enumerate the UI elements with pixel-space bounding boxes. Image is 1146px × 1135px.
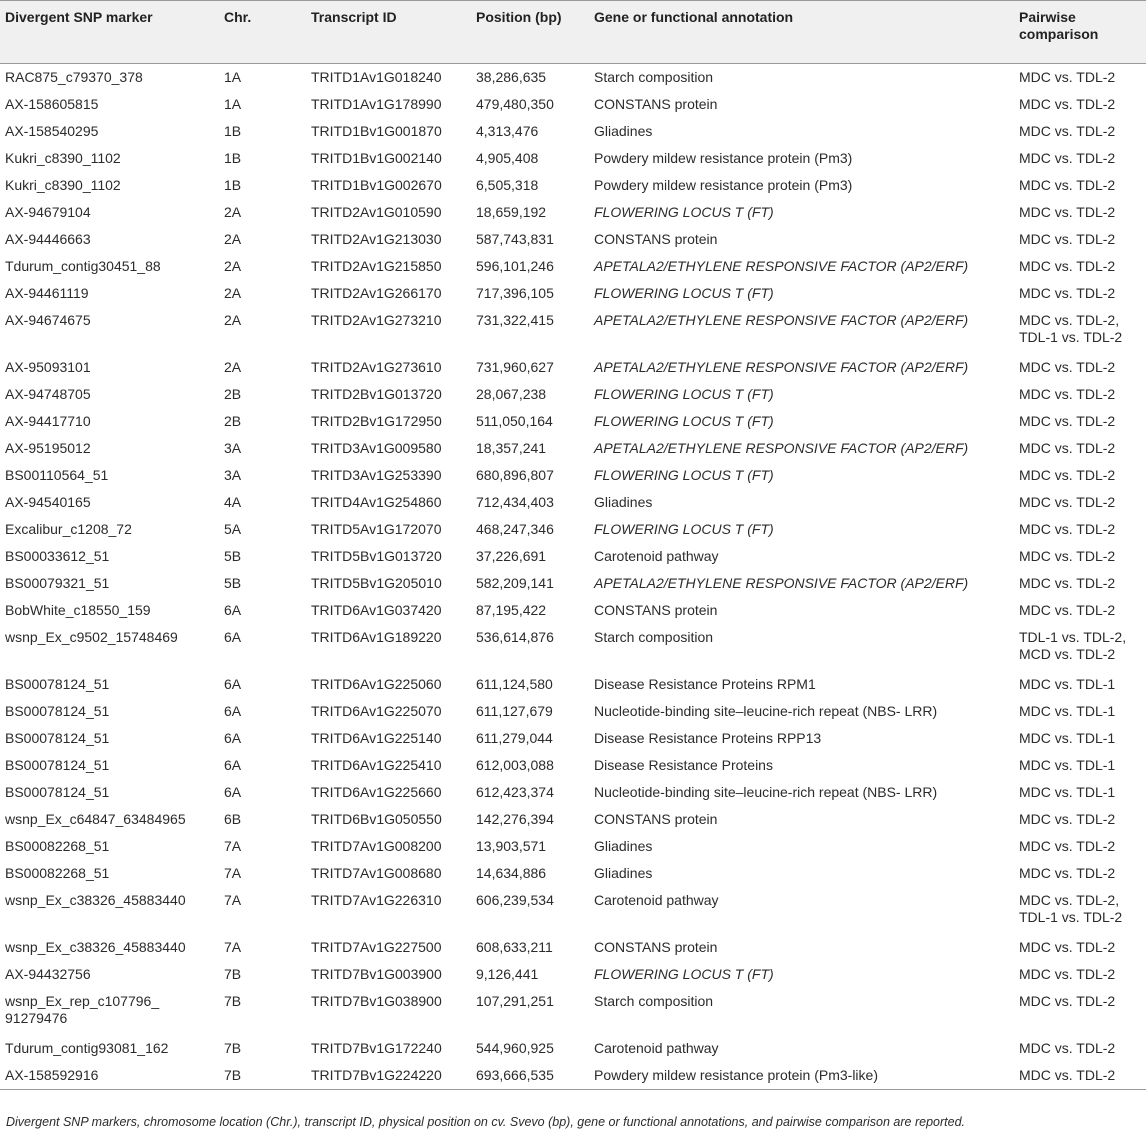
cell-transcript: TRITD2Av1G273610 (311, 359, 442, 375)
cell-transcript: TRITD3Av1G009580 (311, 440, 442, 456)
cell-annotation: Carotenoid pathway (594, 892, 719, 908)
cell-chr: 1A (224, 69, 242, 85)
cell-comparison: MDC vs. TDL-1 (1019, 784, 1116, 800)
cell-chr: 7B (224, 1040, 242, 1056)
cell-marker: BS00078124_51 (5, 703, 110, 719)
cell-annotation: FLOWERING LOCUS T (FT) (594, 966, 774, 982)
cell-comparison: MDC vs. TDL-2 (1019, 838, 1116, 854)
cell-chr: 1B (224, 177, 242, 193)
cell-chr: 6B (224, 811, 242, 827)
cell-marker: wsnp_Ex_c38326_45883440 (5, 939, 186, 955)
cell-annotation: FLOWERING LOCUS T (FT) (594, 521, 774, 537)
cell-position: 611,124,580 (476, 676, 553, 692)
cell-marker: AX-158605815 (5, 96, 99, 112)
table-row (0, 172, 1146, 199)
cell-chr: 2A (224, 204, 242, 220)
table-row (0, 860, 1146, 887)
cell-transcript: TRITD7Av1G008200 (311, 838, 442, 854)
cell-transcript: TRITD7Av1G226310 (311, 892, 442, 908)
cell-marker: AX-158592916 (0, 1062, 219, 1090)
header-marker: Divergent SNP marker (0, 1, 219, 64)
cell-chr: 2B (224, 386, 242, 402)
cell-comparison: MDC vs. TDL-2 (1019, 386, 1116, 402)
cell-annotation: Carotenoid pathway (594, 548, 719, 564)
cell-chr: 6A (224, 629, 242, 645)
cell-position: 14,634,886 (476, 865, 547, 881)
table-row (0, 752, 1146, 779)
cell-transcript: TRITD1Bv1G001870 (311, 123, 442, 139)
cell-position: 38,286,635 (476, 69, 547, 85)
table-row (0, 435, 1146, 462)
cell-comparison: MDC vs. TDL-1 (1019, 757, 1116, 773)
cell-transcript: TRITD6Av1G225070 (311, 703, 442, 719)
cell-marker: wsnp_Ex_c38326_45883440 (5, 892, 186, 908)
cell-marker: Kukri_c8390_1102 (5, 177, 121, 193)
cell-annotation: Disease Resistance Proteins RPM1 (594, 676, 816, 692)
cell-comparison: MDC vs. TDL-2 (1019, 575, 1116, 591)
cell-annotation: Disease Resistance Proteins (594, 757, 773, 773)
cell-comparison: MDC vs. TDL-2 (1019, 123, 1116, 139)
cell-annotation: APETALA2/ETHYLENE RESPONSIVE FACTOR (AP2/ERF) (594, 359, 969, 375)
cell-transcript: TRITD2Bv1G013720 (311, 386, 442, 402)
cell-annotation: APETALA2/ETHYLENE RESPONSIVE FACTOR (AP2/ERF) (594, 440, 969, 456)
cell-marker: AX-94679104 (5, 204, 91, 220)
cell-chr: 1B (224, 150, 242, 166)
cell-position: 18,357,241 (476, 440, 547, 456)
table-row (0, 671, 1146, 698)
table-row (0, 570, 1146, 597)
cell-position: 544,960,925 (476, 1040, 554, 1056)
header-position: Position (bp) (471, 1, 589, 64)
cell-marker: wsnp_Ex_rep_c107796_ 91279476 (5, 993, 160, 1026)
cell-chr: 2A (224, 231, 242, 247)
cell-chr: 7A (224, 838, 242, 854)
cell-transcript: TRITD7Bv1G003900 (311, 966, 442, 982)
cell-chr: 3A (224, 440, 242, 456)
cell-comparison: MDC vs. TDL-2 (1019, 177, 1116, 193)
cell-chr: 1B (224, 123, 242, 139)
cell-annotation: FLOWERING LOCUS T (FT) (594, 467, 774, 483)
cell-transcript: TRITD2Av1G213030 (311, 231, 442, 247)
cell-marker: Tdurum_contig30451_88 (5, 258, 161, 274)
header-transcript: Transcript ID (306, 1, 471, 64)
cell-chr: 5A (224, 521, 242, 537)
table-row (0, 307, 1146, 354)
cell-marker: wsnp_Ex_c64847_63484965 (5, 811, 186, 827)
table-row (0, 408, 1146, 435)
cell-comparison: MDC vs. TDL-2 (1019, 96, 1116, 112)
cell-chr: 7B (224, 966, 242, 982)
cell-marker: BS00110564_51 (5, 467, 109, 483)
cell-comparison: MDC vs. TDL-1 (1019, 676, 1116, 692)
cell-chr: 2B (224, 413, 242, 429)
cell-chr: 7B (224, 993, 242, 1009)
cell-comparison: MDC vs. TDL-2 (1019, 494, 1116, 510)
cell-marker: BS00078124_51 (5, 757, 110, 773)
table-row (0, 624, 1146, 671)
cell-chr: 6A (224, 784, 242, 800)
cell-transcript: TRITD3Av1G253390 (311, 467, 442, 483)
cell-transcript: TRITD1Av1G018240 (311, 69, 442, 85)
cell-transcript: TRITD6Av1G225410 (311, 757, 442, 773)
cell-marker: AX-94461119 (5, 285, 89, 301)
cell-annotation: Starch composition (594, 629, 714, 645)
cell-position: 587,743,831 (476, 231, 554, 247)
cell-chr: 5B (224, 548, 242, 564)
cell-chr: 7A (224, 939, 242, 955)
table-row (0, 64, 1146, 92)
cell-comparison: MDC vs. TDL-2 (1019, 69, 1116, 85)
cell-marker: AX-95093101 (5, 359, 91, 375)
cell-chr: 4A (224, 494, 242, 510)
header-comparison: Pairwise comparison (1014, 1, 1146, 64)
cell-chr: 2A (224, 285, 242, 301)
cell-position: 582,209,141 (476, 575, 554, 591)
cell-comparison: MDC vs. TDL-2 (1014, 1062, 1146, 1090)
cell-chr: 6A (224, 703, 242, 719)
cell-transcript: TRITD2Av1G273210 (311, 312, 442, 328)
cell-transcript: TRITD5Av1G172070 (311, 521, 442, 537)
cell-position: 13,903,571 (476, 838, 547, 854)
cell-annotation: FLOWERING LOCUS T (FT) (594, 204, 774, 220)
cell-annotation: Nucleotide-binding site–leucine-rich repeat (NBS- LRR) (594, 784, 938, 800)
cell-marker: Tdurum_contig93081_162 (5, 1040, 169, 1056)
cell-comparison: MDC vs. TDL-2 (1019, 359, 1116, 375)
cell-position: 142,276,394 (476, 811, 554, 827)
cell-marker: AX-95195012 (5, 440, 91, 456)
table-row (0, 1035, 1146, 1062)
cell-chr: 7A (224, 865, 242, 881)
cell-transcript: TRITD6Av1G037420 (311, 602, 442, 618)
cell-comparison: MDC vs. TDL-2, TDL-1 vs. TDL-2 (1019, 312, 1123, 345)
table-row (0, 887, 1146, 934)
cell-marker: BS00082268_51 (5, 865, 110, 881)
cell-marker: wsnp_Ex_c9502_15748469 (5, 629, 178, 645)
cell-position: 693,666,535 (471, 1062, 589, 1090)
table-header (0, 1, 1146, 64)
cell-annotation: Carotenoid pathway (594, 1040, 719, 1056)
cell-chr: 5B (224, 575, 242, 591)
cell-transcript: TRITD6Bv1G050550 (311, 811, 442, 827)
cell-transcript: TRITD5Bv1G205010 (311, 575, 442, 591)
cell-transcript: TRITD4Av1G254860 (311, 494, 442, 510)
table-row (0, 489, 1146, 516)
cell-annotation: FLOWERING LOCUS T (FT) (594, 386, 774, 402)
cell-annotation: CONSTANS protein (594, 96, 718, 112)
cell-transcript: TRITD5Bv1G013720 (311, 548, 442, 564)
cell-transcript: TRITD7Bv1G224220 (306, 1062, 471, 1090)
table-caption: Divergent SNP markers, chromosome location (Chr.), transcript ID, physical position on cv. Svevo (bp), gene or functional annotations, and pairwise comparison are reported. (6, 1115, 966, 1129)
cell-comparison: MDC vs. TDL-2 (1019, 865, 1116, 881)
cell-chr: 7B (219, 1062, 306, 1090)
cell-annotation: Powdery mildew resistance protein (Pm3) (594, 150, 853, 166)
cell-position: 612,423,374 (476, 784, 554, 800)
cell-marker: BobWhite_c18550_159 (5, 602, 151, 618)
cell-annotation: FLOWERING LOCUS T (FT) (594, 413, 774, 429)
cell-chr: 1A (224, 96, 242, 112)
cell-annotation: CONSTANS protein (594, 811, 718, 827)
cell-marker: AX-94540165 (5, 494, 91, 510)
cell-annotation: Nucleotide-binding site–leucine-rich repeat (NBS- LRR) (594, 703, 938, 719)
table-row (0, 516, 1146, 543)
cell-annotation: Disease Resistance Proteins RPP13 (594, 730, 822, 746)
cell-position: 608,633,211 (476, 939, 553, 955)
cell-annotation: Gliadines (594, 494, 653, 510)
cell-chr: 2A (224, 258, 242, 274)
table-row (0, 698, 1146, 725)
cell-marker: BS00079321_51 (5, 575, 110, 591)
cell-marker: AX-94417710 (5, 413, 91, 429)
cell-annotation: Powdery mildew resistance protein (Pm3-like) (589, 1062, 1014, 1090)
cell-marker: BS00078124_51 (5, 676, 110, 692)
table-row (0, 381, 1146, 408)
table-row (0, 806, 1146, 833)
cell-chr: 3A (224, 467, 242, 483)
table-row (0, 961, 1146, 988)
table-row (0, 280, 1146, 307)
cell-comparison: MDC vs. TDL-2 (1019, 440, 1116, 456)
table-row (0, 833, 1146, 860)
cell-transcript: TRITD1Av1G178990 (311, 96, 442, 112)
cell-comparison: MDC vs. TDL-2 (1019, 150, 1116, 166)
cell-annotation: APETALA2/ETHYLENE RESPONSIVE FACTOR (AP2/ERF) (594, 258, 969, 274)
cell-comparison: MDC vs. TDL-2 (1019, 1040, 1116, 1056)
cell-comparison: MDC vs. TDL-2 (1019, 521, 1116, 537)
cell-transcript: TRITD2Av1G215850 (311, 258, 442, 274)
cell-annotation: FLOWERING LOCUS T (FT) (594, 285, 774, 301)
table-row (0, 779, 1146, 806)
cell-transcript: TRITD2Av1G010590 (311, 204, 442, 220)
cell-transcript: TRITD1Bv1G002670 (311, 177, 442, 193)
cell-transcript: TRITD1Bv1G002140 (311, 150, 442, 166)
cell-marker: AX-94674675 (5, 312, 91, 328)
table-row (0, 543, 1146, 570)
table-row (0, 253, 1146, 280)
table-row (0, 145, 1146, 172)
table-row (0, 462, 1146, 489)
cell-position: 606,239,534 (476, 892, 554, 908)
cell-marker: AX-94748705 (5, 386, 91, 402)
cell-chr: 6A (224, 757, 242, 773)
table-row (0, 725, 1146, 752)
cell-chr: 6A (224, 602, 242, 618)
cell-annotation: APETALA2/ETHYLENE RESPONSIVE FACTOR (AP2/ERF) (594, 312, 969, 328)
cell-position: 611,127,679 (476, 703, 553, 719)
cell-annotation: Gliadines (594, 123, 653, 139)
cell-position: 468,247,346 (476, 521, 554, 537)
table-body (0, 64, 1146, 1090)
cell-annotation: CONSTANS protein (594, 939, 718, 955)
cell-marker: Excalibur_c1208_72 (5, 521, 132, 537)
cell-comparison: MDC vs. TDL-2 (1019, 467, 1116, 483)
cell-comparison: MDC vs. TDL-2 (1019, 548, 1116, 564)
header-annotation: Gene or functional annotation (589, 1, 1014, 64)
table-row (0, 354, 1146, 381)
cell-transcript: TRITD6Av1G225060 (311, 676, 442, 692)
cell-marker: AX-94432756 (5, 966, 91, 982)
table-row (0, 1062, 1146, 1090)
cell-annotation: CONSTANS protein (594, 231, 718, 247)
cell-position: 536,614,876 (476, 629, 554, 645)
cell-comparison: MDC vs. TDL-2 (1019, 939, 1116, 955)
cell-transcript: TRITD6Av1G189220 (311, 629, 442, 645)
table-row (0, 226, 1146, 253)
cell-annotation: Starch composition (594, 69, 714, 85)
cell-position: 107,291,251 (476, 993, 554, 1009)
cell-comparison: MDC vs. TDL-2 (1019, 602, 1116, 618)
cell-annotation: APETALA2/ETHYLENE RESPONSIVE FACTOR (AP2/ERF) (594, 575, 969, 591)
cell-comparison: MDC vs. TDL-2 (1019, 966, 1116, 982)
cell-position: 87,195,422 (476, 602, 547, 618)
cell-marker: BS00078124_51 (5, 784, 110, 800)
cell-chr: 7A (224, 892, 242, 908)
cell-transcript: TRITD7Bv1G172240 (311, 1040, 442, 1056)
cell-comparison: MDC vs. TDL-2 (1019, 258, 1116, 274)
cell-position: 731,322,415 (476, 312, 554, 328)
cell-position: 731,960,627 (476, 359, 554, 375)
cell-position: 511,050,164 (476, 413, 553, 429)
header-chr: Chr. (219, 1, 306, 64)
cell-position: 611,279,044 (476, 730, 553, 746)
cell-chr: 6A (224, 676, 242, 692)
cell-marker: BS00033612_51 (5, 548, 110, 564)
cell-chr: 6A (224, 730, 242, 746)
cell-marker: RAC875_c79370_378 (5, 69, 143, 85)
cell-comparison: MDC vs. TDL-2 (1019, 204, 1116, 220)
cell-marker: AX-158540295 (5, 123, 99, 139)
header-row (0, 1, 1146, 64)
cell-position: 717,396,105 (476, 285, 554, 301)
cell-transcript: TRITD7Av1G227500 (311, 939, 442, 955)
cell-position: 680,896,807 (476, 467, 554, 483)
cell-position: 712,434,403 (476, 494, 554, 510)
cell-position: 9,126,441 (476, 966, 539, 982)
cell-transcript: TRITD2Bv1G172950 (311, 413, 442, 429)
cell-annotation: CONSTANS protein (594, 602, 718, 618)
table-row (0, 934, 1146, 961)
cell-transcript: TRITD7Bv1G038900 (311, 993, 442, 1009)
cell-annotation: Powdery mildew resistance protein (Pm3) (594, 177, 853, 193)
cell-marker: Kukri_c8390_1102 (5, 150, 121, 166)
cell-marker: BS00078124_51 (5, 730, 110, 746)
cell-comparison: MDC vs. TDL-1 (1019, 703, 1116, 719)
cell-transcript: TRITD2Av1G266170 (311, 285, 442, 301)
cell-position: 18,659,192 (476, 204, 547, 220)
cell-transcript: TRITD6Av1G225660 (311, 784, 442, 800)
cell-comparison: MDC vs. TDL-2 (1019, 811, 1116, 827)
table-row (0, 118, 1146, 145)
cell-position: 612,003,088 (476, 757, 554, 773)
cell-annotation: Gliadines (594, 865, 653, 881)
cell-position: 479,480,350 (476, 96, 554, 112)
cell-marker: AX-94446663 (5, 231, 91, 247)
table-row (0, 199, 1146, 226)
cell-position: 6,505,318 (476, 177, 539, 193)
cell-marker: BS00082268_51 (5, 838, 110, 854)
cell-comparison: MDC vs. TDL-2 (1019, 413, 1116, 429)
cell-transcript: TRITD7Av1G008680 (311, 865, 442, 881)
cell-comparison: TDL-1 vs. TDL-2, MCD vs. TDL-2 (1019, 629, 1127, 662)
cell-comparison: MDC vs. TDL-1 (1019, 730, 1116, 746)
cell-position: 4,905,408 (476, 150, 539, 166)
cell-comparison: MDC vs. TDL-2, TDL-1 vs. TDL-2 (1019, 892, 1123, 925)
cell-position: 4,313,476 (476, 123, 539, 139)
cell-position: 37,226,691 (476, 548, 547, 564)
cell-position: 596,101,246 (476, 258, 554, 274)
cell-transcript: TRITD6Av1G225140 (311, 730, 442, 746)
cell-chr: 2A (224, 359, 242, 375)
table-row (0, 597, 1146, 624)
cell-annotation: Starch composition (594, 993, 714, 1009)
table-row (0, 91, 1146, 118)
cell-comparison: MDC vs. TDL-2 (1019, 993, 1116, 1009)
cell-comparison: MDC vs. TDL-2 (1019, 231, 1116, 247)
cell-chr: 2A (224, 312, 242, 328)
cell-comparison: MDC vs. TDL-2 (1019, 285, 1116, 301)
table-row (0, 988, 1146, 1035)
cell-position: 28,067,238 (476, 386, 547, 402)
cell-annotation: Gliadines (594, 838, 653, 854)
